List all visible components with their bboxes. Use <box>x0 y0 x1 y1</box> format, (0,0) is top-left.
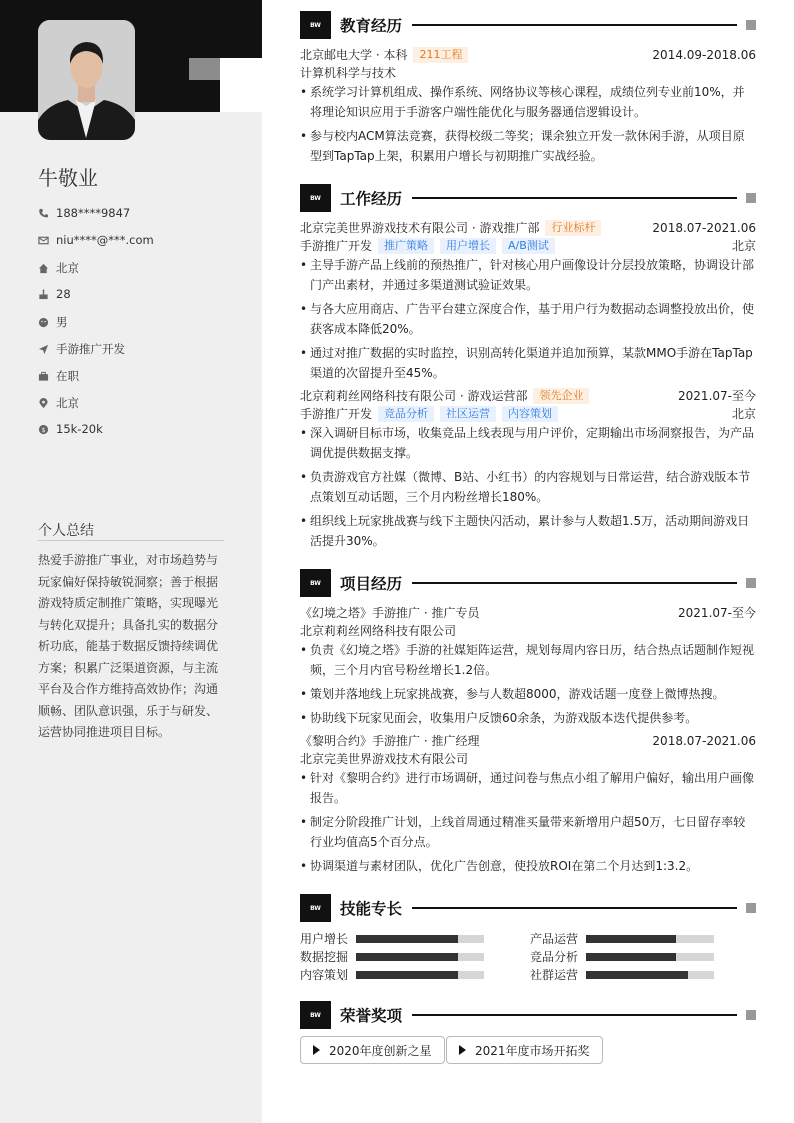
skill-name: 产品运营 <box>530 932 579 946</box>
skill-level-fill <box>356 935 458 943</box>
summary-title: 个人总结 <box>38 523 94 539</box>
contact-info-text: 28 <box>56 287 71 301</box>
work-company-row <box>300 219 756 236</box>
contact-info-row <box>38 368 79 384</box>
section-project-header <box>300 569 756 597</box>
contact-info-text: 北京 <box>56 396 79 410</box>
project-title-row <box>300 604 756 621</box>
avatar-photo <box>38 20 135 140</box>
education-row <box>300 46 756 63</box>
work-city: 北京 <box>731 239 756 253</box>
play-triangle-icon <box>459 1045 466 1055</box>
project-company-row <box>300 622 756 639</box>
contact-info-row <box>38 260 79 276</box>
section-square <box>746 193 756 203</box>
contact-info-text: 188****9847 <box>56 206 131 220</box>
summary-divider <box>38 540 224 541</box>
work-company-tag: 行业标杆 <box>545 220 601 236</box>
section-square <box>746 1010 756 1020</box>
skill-name: 竞品分析 <box>530 950 579 964</box>
project-bullet: • 负责《幻境之塔》手游的社媒矩阵运营，规划每周内容日历，结合热点话题制作短视频，三个月内官号粉丝增长1.2倍。 <box>300 640 756 680</box>
skill-level-bar <box>356 971 484 979</box>
skill-item <box>300 930 484 947</box>
phone-icon <box>38 208 49 219</box>
work-bullet: • 负责游戏官方社媒（微博、B站、小红书）的内容规划与日常运营，结合游戏版本节点策划互动话题，三个月内粉丝增长180%。 <box>300 467 756 507</box>
work-role-row <box>300 405 756 422</box>
skill-item <box>300 966 484 983</box>
section-skills-header <box>300 894 756 922</box>
work-company-tag: 领先企业 <box>533 388 589 404</box>
work-company: 北京莉莉丝网络科技有限公司 · 游戏运营部 <box>300 389 528 403</box>
award-label: 2021年度市场开拓奖 <box>475 1043 590 1058</box>
home-icon <box>38 263 49 274</box>
skill-name: 社群运营 <box>530 968 579 982</box>
work-company: 北京完美世界游戏技术有限公司 · 游戏推广部 <box>300 221 540 235</box>
work-bullet: • 组织线上玩家挑战赛与线下主题快闪活动，累计参与人数超1.5万，活动期间游戏日活提升30%。 <box>300 511 756 551</box>
project-date: 2018.07-2021.06 <box>652 733 756 748</box>
project-title: 《黎明合约》手游推广 · 推广经理 <box>300 734 480 748</box>
skill-tag: 内容策划 <box>502 406 558 422</box>
project-company: 北京完美世界游戏技术有限公司 <box>300 752 469 766</box>
contact-info-row <box>38 314 68 330</box>
section-work-header <box>300 184 756 212</box>
section-line <box>412 907 737 909</box>
section-badge: BW <box>300 184 331 212</box>
section-badge: BW <box>300 569 331 597</box>
section-title: 技能专长 <box>340 900 403 918</box>
location-icon <box>38 398 49 409</box>
project-title-row <box>300 732 756 749</box>
summary-text: 热爱手游推广事业，对市场趋势与玩家偏好保持敏锐洞察；善于根据游戏特质定制推广策略，实现曝光与转化双提升；具备扎实的数据分析功底，能基于数据反馈持续调优方案；积累广泛渠道资源，与主流平台及合作方维持高效协作；沟通顺畅、团队意识强，乐于与研发、运营协同推进项目目标。 <box>38 553 219 739</box>
section-title: 项目经历 <box>340 575 403 593</box>
play-triangle-icon <box>313 1045 320 1055</box>
contact-info-text: 手游推广开发 <box>56 342 125 356</box>
skill-level-fill <box>586 971 688 979</box>
award-label: 2020年度创新之星 <box>329 1043 432 1058</box>
project-bullet: • 制定分阶段推广计划，上线首周通过精准买量带来新增用户超50万，七日留存率较行业均值高5个百分点。 <box>300 812 756 852</box>
contact-info-text: 北京 <box>56 261 79 275</box>
school-name: 北京邮电大学 · 本科 <box>300 48 408 62</box>
contact-info-row <box>38 422 103 436</box>
svg-text:$: $ <box>41 425 46 434</box>
skill-level-fill <box>586 935 676 943</box>
skill-level-fill <box>356 971 458 979</box>
section-line <box>412 24 737 26</box>
project-bullet: • 策划并落地线上玩家挑战赛，参与人数超8000，游戏话题一度登上微博热搜。 <box>300 684 756 704</box>
section-square <box>746 578 756 588</box>
skill-level-fill <box>586 953 676 961</box>
major-row <box>300 64 756 81</box>
section-badge: BW <box>300 11 331 39</box>
work-bullet: • 通过对推广数据的实时监控，识别高转化渠道并追加预算，某款MMO手游在TapTap渠道的次留提升至45%。 <box>300 343 756 383</box>
school-tag: 211工程 <box>413 47 468 63</box>
cake-icon <box>38 289 49 300</box>
contact-info-text: 15k-20k <box>56 422 103 436</box>
project-bullet: • 协助线下玩家见面会，收集用户反馈60余条，为游戏版本迭代提供参考。 <box>300 708 756 728</box>
work-role-row <box>300 237 756 254</box>
contact-info-text: niu****@***.com <box>56 233 154 247</box>
work-bullet: • 主导手游产品上线前的预热推广，针对核心用户画像设计分层投放策略，协调设计部门产出素材，并通过多渠道测试验证效果。 <box>300 255 756 295</box>
award-item <box>300 1036 445 1064</box>
project-bullet: • 针对《黎明合约》进行市场调研，通过问卷与焦点小组了解用户偏好，输出用户画像报告。 <box>300 768 756 808</box>
contact-info-row <box>38 287 71 301</box>
section-line <box>412 582 737 584</box>
skill-name: 内容策划 <box>300 968 349 982</box>
work-bullet: • 与各大应用商店、广告平台建立深度合作，基于用户行为数据动态调整投放出价，使获客成本降低20%。 <box>300 299 756 339</box>
mail-icon <box>38 235 49 246</box>
gender-icon <box>38 317 49 328</box>
education-date: 2014.09-2018.06 <box>652 47 756 62</box>
skill-level-fill <box>356 953 458 961</box>
section-title: 工作经历 <box>340 190 403 208</box>
contact-info-text: 在职 <box>56 369 79 383</box>
skill-level-bar <box>356 935 484 943</box>
section-title: 教育经历 <box>340 17 403 35</box>
section-square <box>746 903 756 913</box>
skill-name: 数据挖掘 <box>300 950 349 964</box>
work-date: 2018.07-2021.06 <box>652 220 756 235</box>
contact-info-row <box>38 395 79 411</box>
section-badge: BW <box>300 894 331 922</box>
skill-tag: 竞品分析 <box>378 406 434 422</box>
project-title: 《幻境之塔》手游推广 · 推广专员 <box>300 606 480 620</box>
section-title: 荣誉奖项 <box>340 1007 403 1025</box>
skill-tag: 推广策略 <box>378 238 434 254</box>
section-awards-header <box>300 1001 756 1029</box>
header-block-white <box>220 58 262 112</box>
skill-level-bar <box>586 953 714 961</box>
skill-tag: A/B测试 <box>502 238 555 254</box>
skill-tag: 用户增长 <box>440 238 496 254</box>
major: 计算机科学与技术 <box>300 66 397 80</box>
section-square <box>746 20 756 30</box>
section-education-header <box>300 11 756 39</box>
contact-info-row <box>38 233 154 247</box>
work-company-row <box>300 387 756 404</box>
money-icon <box>38 424 49 435</box>
person-name: 牛敬业 <box>38 166 98 190</box>
briefcase-icon <box>38 371 49 382</box>
skill-level-bar <box>586 971 714 979</box>
skill-level-bar <box>356 953 484 961</box>
work-role: 手游推广开发 <box>300 407 373 421</box>
project-bullet: • 协调渠道与素材团队，优化广告创意，使投放ROI在第二个月达到1:3.2。 <box>300 856 756 876</box>
work-role: 手游推广开发 <box>300 239 373 253</box>
contact-info-row <box>38 341 125 357</box>
project-company: 北京莉莉丝网络科技有限公司 <box>300 624 457 638</box>
skill-item <box>300 948 484 965</box>
skill-level-bar <box>586 935 714 943</box>
skill-item <box>530 948 714 965</box>
section-line <box>412 1014 737 1016</box>
project-date: 2021.07-至今 <box>678 606 756 620</box>
education-bullet: • 系统学习计算机组成、操作系统、网络协议等核心课程，成绩位列专业前10%，并将理论知识应用于手游客户端性能优化与服务器通信逻辑设计。 <box>300 82 756 122</box>
skill-name: 用户增长 <box>300 932 349 946</box>
project-company-row <box>300 750 756 767</box>
skill-item <box>530 966 714 983</box>
contact-info-text: 男 <box>56 315 68 329</box>
send-icon <box>38 344 49 355</box>
work-bullet: • 深入调研目标市场，收集竞品上线表现与用户评价，定期输出市场洞察报告，为产品调优提供数据支撑。 <box>300 423 756 463</box>
section-line <box>412 197 737 199</box>
skill-tag: 社区运营 <box>440 406 496 422</box>
work-date: 2021.07-至今 <box>678 389 756 403</box>
contact-info-row <box>38 206 130 220</box>
education-bullet: • 参与校内ACM算法竞赛，获得校级二等奖；课余独立开发一款休闲手游，从项目原型到TapTap上架，积累用户增长与初期推广实战经验。 <box>300 126 756 166</box>
section-badge: BW <box>300 1001 331 1029</box>
skill-item <box>530 930 714 947</box>
work-city: 北京 <box>731 407 756 421</box>
award-item <box>446 1036 603 1064</box>
